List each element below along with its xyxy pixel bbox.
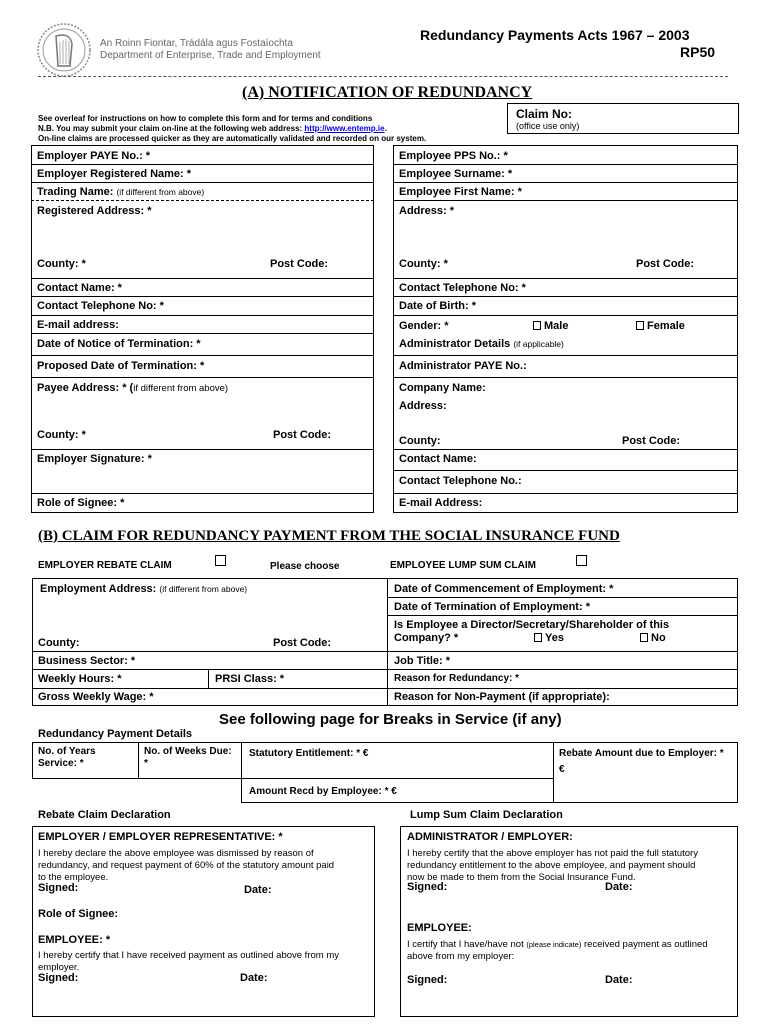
business-sector-field[interactable]: Business Sector: * [38,655,136,667]
director-no-option[interactable]: No [640,632,666,644]
company-county-field[interactable]: County: [399,435,441,447]
department-english: Department of Enterprise, Trade and Employment [100,50,321,61]
lump-employee-signed-field[interactable]: Signed: [407,974,448,986]
lump-employee-line2: above from my employer: [407,951,515,962]
form-code: RP50 [680,44,716,60]
entemp-link[interactable]: http://www.entemp.ie [304,124,385,133]
director-question-line2: Company? * [394,632,459,644]
contact-telephone-field[interactable]: Contact Telephone No: * [37,300,164,312]
role-of-signee-field[interactable]: Role of Signee: * [37,497,125,509]
administrator-employer-heading: ADMINISTRATOR / EMPLOYER: [407,831,573,843]
years-service-line1: No. of Years [38,746,96,757]
director-question-line1: Is Employee a Director/Secretary/Shareholder of this [394,619,670,631]
employee-address-field[interactable]: Address: * [399,205,455,217]
admin-date-field[interactable]: Date: [605,881,633,893]
weekly-hours-field[interactable]: Weekly Hours: * [38,673,122,685]
commencement-date-field[interactable]: Date of Commencement of Employment: * [394,583,614,595]
admin-declaration-line3: now be made to them from the Social Insurance Fund. [407,872,636,883]
registered-post-code-field[interactable]: Post Code: [270,258,329,270]
lump-sum-claim-declaration-title: Lump Sum Claim Declaration [410,809,563,821]
instruction-line-2: N.B. You may submit your claim on-line at the following web address: http://www.entemp.ie. [38,124,387,133]
admin-declaration-line2: redundancy entitlement to the above employee, and payment should [407,860,696,871]
employee-lump-sum-checkbox[interactable] [576,555,587,566]
statutory-entitlement-field[interactable]: Statutory Entitlement: * € [249,748,369,759]
employee-contact-telephone-field[interactable]: Contact Telephone No: * [399,282,526,294]
employer-signature-field[interactable]: Employer Signature: * [37,453,152,465]
employer-declaration-line1: I hereby declare the above employee was dismissed by reason of [38,848,314,859]
employer-paye-field[interactable]: Employer PAYE No.: * [37,150,151,162]
female-checkbox[interactable] [636,321,644,330]
employment-address-field[interactable]: Employment Address: (if different from above) [40,583,248,595]
employment-post-code-field[interactable]: Post Code: [273,637,332,649]
instruction-line-1: See overleaf for instructions on how to complete this form and for terms and conditions [38,114,373,123]
termination-date-field[interactable]: Date of Termination of Employment: * [394,601,590,613]
employer-date-field[interactable]: Date: [244,884,272,896]
administrator-details-heading: Administrator Details (if applicable) [399,338,564,350]
lump-employee-line1: I certify that I have/have not (please indicate) received payment as outlined [407,939,708,950]
trading-name-field[interactable]: Trading Name: (if different from above) [37,186,205,198]
employee-pps-field[interactable]: Employee PPS No.: * [399,150,508,162]
employee-declaration-line1: I hereby certify that I have received payment as outlined above from my [38,950,339,961]
office-use-label: (office use only) [516,121,580,131]
employee-declaration-heading: EMPLOYEE: * [38,934,111,946]
company-post-code-field[interactable]: Post Code: [622,435,681,447]
company-name-field[interactable]: Company Name: [399,382,486,394]
section-a-title: (A) NOTIFICATION OF REDUNDANCY [242,84,533,101]
instruction-line-3: On-line claims are processed quicker as they are automatically validated and recorded on our system. [38,134,427,143]
company-address-field[interactable]: Address: [399,400,447,412]
employee-signed-field[interactable]: Signed: [38,972,79,984]
prsi-class-field[interactable]: PRSI Class: * [215,673,285,685]
administrator-paye-field[interactable]: Administrator PAYE No.: [399,360,527,372]
employee-post-code-field[interactable]: Post Code: [636,258,695,270]
director-yes-option[interactable]: Yes [534,632,564,644]
weeks-due-line1: No. of Weeks Due: [144,746,232,757]
registered-address-field[interactable]: Registered Address: * [37,205,152,217]
claim-no-label: Claim No: [516,107,573,121]
please-choose-label: Please choose [270,561,340,572]
admin-declaration-line1: I hereby certify that the above employer has not paid the full statutory [407,848,698,859]
employer-signed-field[interactable]: Signed: [38,882,79,894]
gender-label: Gender: * [399,320,449,332]
employee-first-name-field[interactable]: Employee First Name: * [399,186,522,198]
rebate-amount-field[interactable]: Rebate Amount due to Employer: * [559,748,724,759]
employer-rebate-checkbox[interactable] [215,555,226,566]
admin-email-field[interactable]: E-mail Address: [399,497,483,509]
employee-lump-sum-claim-label: EMPLOYEE LUMP SUM CLAIM [390,560,536,571]
employee-surname-field[interactable]: Employee Surname: * [399,168,513,180]
years-service-line2: Service: * [38,758,84,769]
employee-declaration-line2: employer. [38,962,80,973]
payee-post-code-field[interactable]: Post Code: [273,429,332,441]
director-no-checkbox[interactable] [640,633,648,642]
employer-declaration-line3: to the employee. [38,872,109,883]
harp-logo [36,22,92,78]
employer-registered-name-field[interactable]: Employer Registered Name: * [37,168,192,180]
declaration-role-of-signee-field[interactable]: Role of Signee: [38,908,119,920]
acts-title: Redundancy Payments Acts 1967 – 2003 [420,27,690,43]
breaks-in-service-note: See following page for Breaks in Service (if any) [219,711,562,728]
notice-date-field[interactable]: Date of Notice of Termination: * [37,338,201,350]
payee-county-field[interactable]: County: * [37,429,86,441]
gender-male-option[interactable]: Male [533,320,568,332]
employee-county-field[interactable]: County: * [399,258,448,270]
admin-contact-telephone-field[interactable]: Contact Telephone No.: [399,475,522,487]
admin-signed-field[interactable]: Signed: [407,881,448,893]
director-yes-checkbox[interactable] [534,633,542,642]
lump-employee-date-field[interactable]: Date: [605,974,633,986]
reason-for-non-payment-field[interactable]: Reason for Non-Payment (if appropriate): [394,691,610,703]
date-of-birth-field[interactable]: Date of Birth: * [399,300,476,312]
proposed-date-field[interactable]: Proposed Date of Termination: * [37,360,205,372]
rebate-currency: € [559,764,565,775]
employee-date-field[interactable]: Date: [240,972,268,984]
job-title-field[interactable]: Job Title: * [394,655,451,667]
redundancy-payment-details-heading: Redundancy Payment Details [38,728,193,740]
employment-county-field[interactable]: County: [38,637,80,649]
employer-rebate-claim-label: EMPLOYER REBATE CLAIM [38,560,172,571]
rebate-claim-declaration-title: Rebate Claim Declaration [38,809,171,821]
employer-declaration-line2: redundancy, and request payment of 60% of the statutory amount paid [38,860,335,871]
email-address-field[interactable]: E-mail address: [37,319,119,331]
lump-employee-heading: EMPLOYEE: [407,922,472,934]
payee-address-field[interactable]: Payee Address: * (if different from above) [37,382,229,394]
employer-representative-heading: EMPLOYER / EMPLOYER REPRESENTATIVE: * [38,831,283,843]
gender-female-option[interactable]: Female [636,320,685,332]
weeks-due-line2: * [144,758,148,769]
registered-county-field[interactable]: County: * [37,258,86,270]
header-divider [38,76,728,77]
section-b-title: (B) CLAIM FOR REDUNDANCY PAYMENT FROM THE SOCIAL INSURANCE FUND [38,528,620,544]
amount-received-field[interactable]: Amount Recd by Employee: * € [249,786,397,797]
gross-weekly-wage-field[interactable]: Gross Weekly Wage: * [38,691,154,703]
male-checkbox[interactable] [533,321,541,330]
department-irish: An Roinn Fiontar, Trádála agus Fostaíochta [100,38,293,49]
admin-contact-name-field[interactable]: Contact Name: [399,453,477,465]
reason-for-redundancy-field[interactable]: Reason for Redundancy: * [394,673,520,684]
contact-name-field[interactable]: Contact Name: * [37,282,122,294]
